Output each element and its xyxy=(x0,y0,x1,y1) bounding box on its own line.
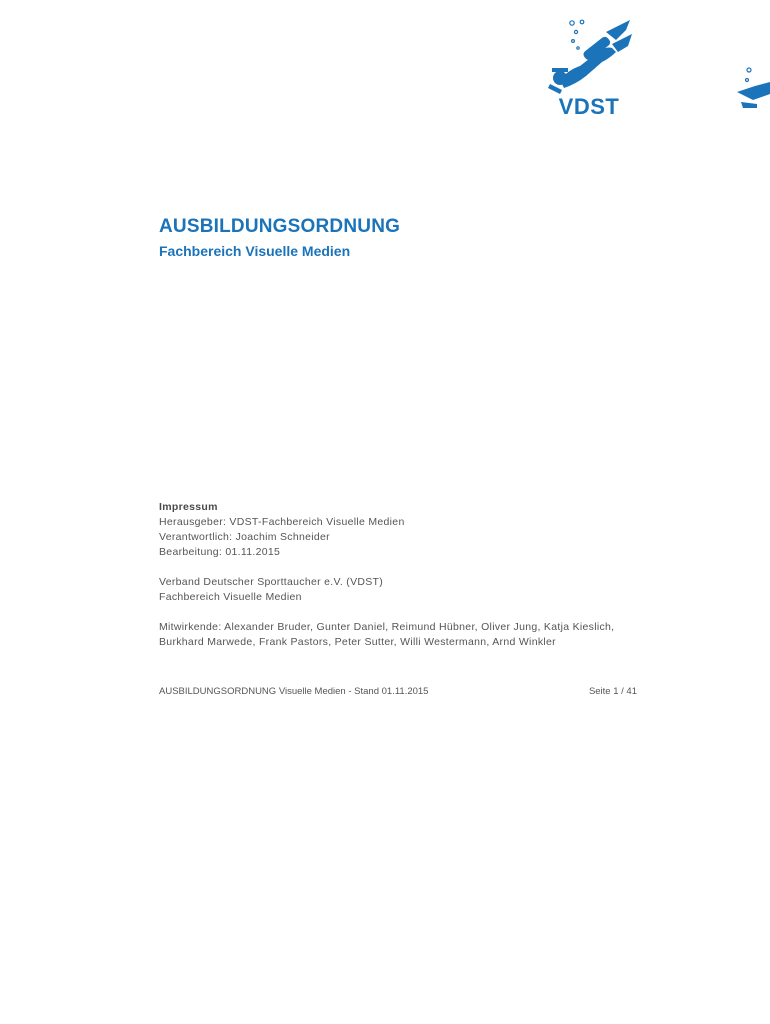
page-number: Seite 1 / 41 xyxy=(588,686,637,697)
document-subtitle: Fachbereich Visuelle Medien xyxy=(159,243,351,259)
bearbeitung-line: Bearbeitung: 01.11.2015 xyxy=(159,546,281,558)
verband-line: Verband Deutscher Sporttaucher e.V. (VDST) xyxy=(159,576,384,588)
document-title: AUSBILDUNGSORDNUNG xyxy=(159,216,401,237)
partial-logo xyxy=(735,60,770,120)
diver-icon xyxy=(735,60,770,120)
logo-text: VDST xyxy=(558,94,620,119)
mitwirkende-text: Mitwirkende: Alexander Bruder, Gunter Daniel, Reimund Hübner, Oliver Jung, Katja Kieslich, Burkhard Marwede, Frank Pastors, Peter Sutter, Willi Westermann, Arnd Winkler xyxy=(159,621,615,648)
fachbereich-line: Fachbereich Visuelle Medien xyxy=(159,591,302,603)
footer-document-info: AUSBILDUNGSORDNUNG Visuelle Medien - Stand 01.11.2015 xyxy=(159,686,429,697)
herausgeber-line: Herausgeber: VDST-Fachbereich Visuelle Medien xyxy=(159,516,405,528)
diver-icon xyxy=(546,18,636,98)
verantwortlich-line: Verantwortlich: Joachim Schneider xyxy=(159,531,330,543)
impressum-section xyxy=(159,500,629,665)
page-footer xyxy=(159,686,637,697)
vdst-logo xyxy=(546,18,636,120)
impressum-heading: Impressum xyxy=(159,501,218,513)
